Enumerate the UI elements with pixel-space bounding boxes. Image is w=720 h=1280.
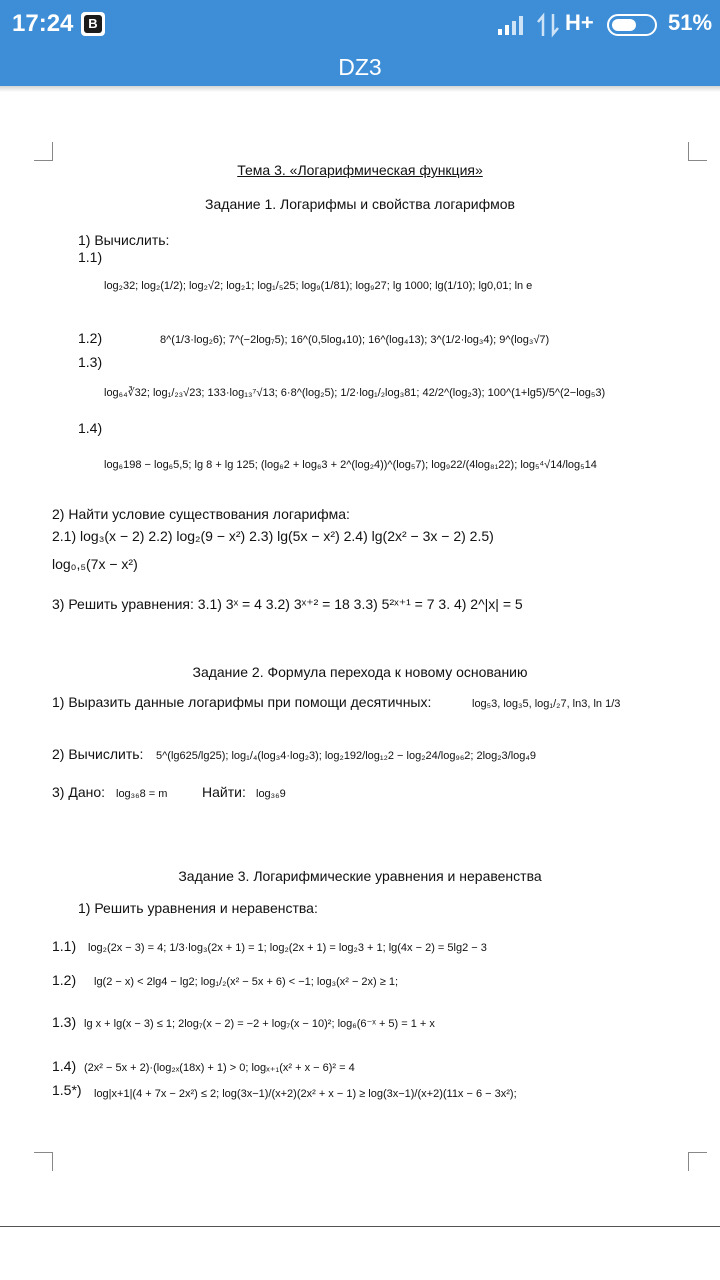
task3-title: Задание 3. Логарифмические уравнения и неравенства [178,868,542,884]
task1-row11: log₂32; log₂(1/2); log₂√2; log₂1; log₁/₅25; log₉(1/81); log₉27; lg 1000; lg(1/10); lg0,01; ln e [104,280,533,292]
network-type: H+ [565,10,594,35]
task3-s12: 1.2) [52,972,77,988]
task1-s12: 1.2) [78,330,103,346]
task2-p1: 1) Выразить данные логарифмы при помощи десятичных: [52,694,432,710]
status-time: 17:24 [12,10,74,37]
task3-s13: 1.3) [52,1014,77,1030]
task1-row2b: log₀,₅(7x − x²) [52,556,138,572]
task1-p2: 2) Найти условие существования логарифма: [52,506,350,522]
task3-row11: log₂(2x − 3) = 4; 1/3·log₃(2x + 1) = 1; log₂(2x + 1) = log₂3 + 1; lg(4x − 2) = 5lg2 − 3 [88,942,487,954]
task1-s13: 1.3) [78,354,103,370]
task1-row12: 8^(1/3·log₂6); 7^(−2log₇5); 16^(0,5log₄10); 16^(log₄13); 3^(1/2·log₃4); 9^(log₃√7) [160,334,550,346]
task1-s11: 1.1) [78,249,103,265]
task2-p3b: Найти: [202,784,246,800]
app-notification-icon: B [81,12,105,36]
task2-row2: 5^(lg625/lg25); log₁/₄(log₃4·log₂3); log₂192/log₁₂2 − log₂24/log₉₆2; 2log₂3/log₄9 [156,750,537,762]
task2-p2: 2) Вычислить: [52,746,144,762]
task2-row3: log₃₆8 = m [116,788,168,800]
task1-p1: 1) Вычислить: [78,232,170,248]
battery-percent: 51% [668,10,713,35]
task2-row1: log₅3, log₃5, log₁/₂7, ln3, ln 1/3 [472,698,621,710]
task1-row13: log₆₄∛32; log₁/₂₃√23; 133·log₁₃⁷√13; 6·8^(log₂5); 1/2·log₁/₂log₃81; 42/2^(log₂3); 100^(1+lg5)/5^(2−log₅3) [104,387,606,399]
task1-p3: 3) Решить уравнения: 3.1) 3ˣ = 4 3.2) 3ˣ⁺² = 18 3.3) 5²ˣ⁺¹ = 7 3. 4) 2^|x| = 5 [52,596,523,612]
task2-p3: 3) Дано: [52,784,106,800]
task3-s14: 1.4) [52,1058,77,1074]
task1-title: Задание 1. Логарифмы и свойства логарифмов [205,196,515,212]
task2-row3b: log₃₆9 [256,788,286,800]
task3-s15: 1.5*) [52,1082,82,1098]
task2-title: Задание 2. Формула перехода к новому основанию [192,664,528,680]
document-title: DZ3 [338,54,382,80]
task3-row15: log|x+1|(4 + 7x − 2x²) ≤ 2; log(3x−1)/(x+2)(2x² + x − 1) ≥ log(3x−1)/(x+2)(11x − 6 − 3x²); [94,1088,517,1100]
task3-row13: lg x + lg(x − 3) ≤ 1; 2log₇(x − 2) = −2 + log₇(x − 10)²; log₆(6⁻ˣ + 5) = 1 + x [84,1018,435,1030]
task1-row2a: 2.1) log₃(x − 2) 2.2) log₂(9 − x²) 2.3) lg(5x − x²) 2.4) lg(2x² − 3x − 2) 2.5) [52,528,494,544]
task1-row14: log₆198 − log₆5,5; lg 8 + lg 125; (log₆2 + log₆3 + 2^(log₂4))^(log₅7); log₉22/(4log₈₁22); log₅⁴√14/log₅14 [104,459,597,471]
task3-row12: lg(2 − x) < 2lg4 − lg2; log₁/₂(x² − 5x + 6) < −1; log₃(x² − 2x) ≥ 1; [94,976,399,988]
task3-row14: (2x² − 5x + 2)·(log₂ₓ(18x) + 1) > 0; logₓ₊₁(x² + x − 6)² = 4 [84,1062,355,1074]
task3-s11: 1.1) [52,938,77,954]
topic-heading: Тема 3. «Логарифмическая функция» [237,162,483,178]
task1-s14: 1.4) [78,420,103,436]
task3-p1: 1) Решить уравнения и неравенства: [78,900,318,916]
